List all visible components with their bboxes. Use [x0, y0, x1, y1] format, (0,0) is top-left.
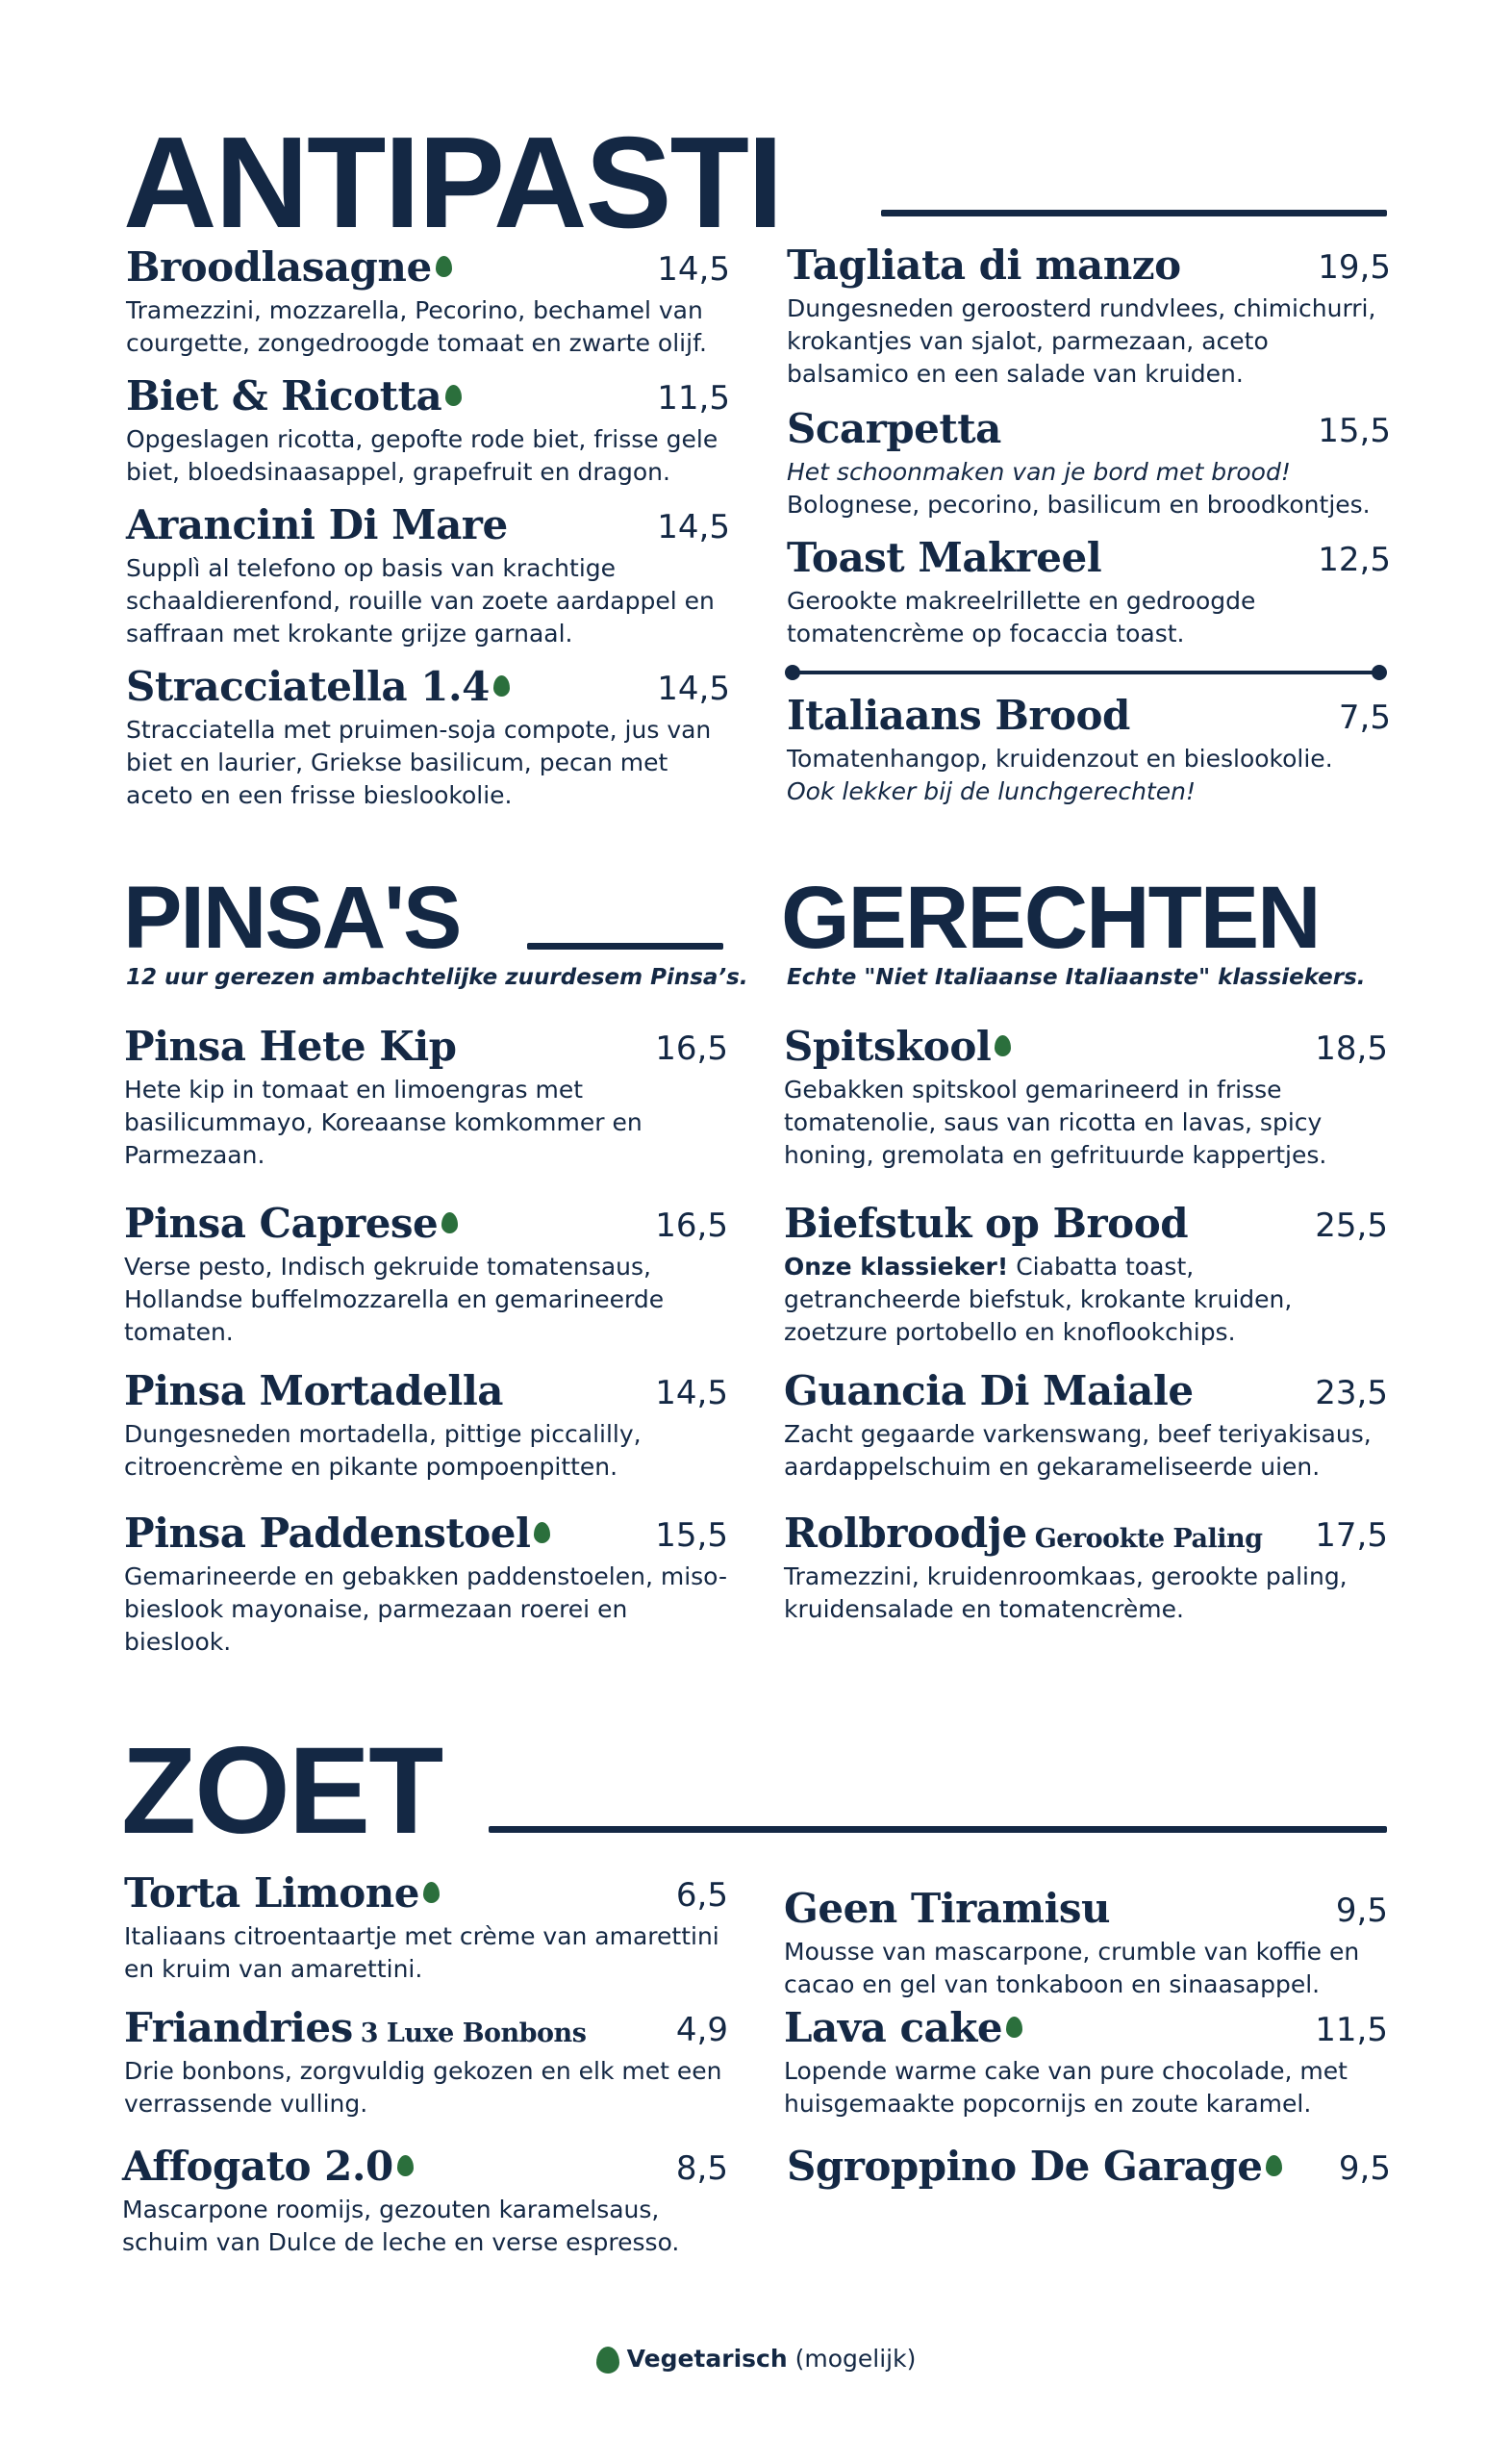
item-price: 11,5	[657, 379, 730, 418]
menu-item	[784, 1886, 1388, 2001]
menu-item	[124, 1024, 728, 1172]
item-price: 7,5	[1338, 698, 1391, 737]
section-title-antipasti: ANTIPASTI	[123, 110, 782, 255]
item-desc: Verse pesto, Indisch gekruide tomatensaus, Hollandse buffelmozzarella en gemarineerde tomaten.	[124, 1253, 665, 1346]
item-name: Spitskool	[784, 1023, 1011, 1070]
item-desc: Dungesneden mortadella, pittige piccalilly, citroencrème en pikante pompoenpitten.	[124, 1420, 642, 1481]
item-name: Broodlasagne	[126, 243, 452, 291]
section-subtitle: 12 uur gerezen ambachtelijke zuurdesem Pinsa’s.	[126, 965, 748, 990]
menu-item	[126, 502, 730, 650]
item-name: Pinsa Mortadella	[124, 1367, 504, 1414]
item-desc: Stracciatella met pruimen-soja compote, jus van biet en laurier, Griekse basilicum, pecan met aceto en een frisse bieslookolie.	[126, 716, 712, 809]
title-rule	[489, 1826, 1387, 1833]
leaf-icon	[441, 1212, 458, 1233]
menu-item	[124, 1368, 728, 1484]
menu-item	[787, 242, 1391, 391]
leaf-icon	[596, 2347, 619, 2374]
item-price: 16,5	[655, 1206, 728, 1245]
menu-item	[124, 1870, 728, 1986]
item-desc: Hete kip in tomaat en limoengras met basilicummayo, Koreaanse komkommer en Parmezaan.	[124, 1076, 643, 1169]
item-name: Lava cake	[784, 2004, 1022, 2051]
leaf-icon	[397, 2155, 414, 2176]
vegetarian-legend	[0, 2345, 1512, 2374]
item-subtitle: Gerookte Paling	[1034, 1524, 1263, 1554]
item-name: Sgroppino De Garage	[787, 2143, 1282, 2190]
item-desc: Gerookte makreelrillette en gedroogde tomatencrème op focaccia toast.	[787, 587, 1256, 647]
item-desc: Onze klassieker! Ciabatta toast, getrancheerde biefstuk, krokante kruiden, zoetzure portobello en knoflookchips.	[784, 1253, 1293, 1346]
section-title-gerechten: GERECHTEN	[781, 869, 1320, 967]
legend-label: Vegetarisch	[626, 2345, 788, 2373]
leaf-icon	[1266, 2155, 1282, 2176]
item-desc: Tomatenhangop, kruidenzout en bieslookolie. Ook lekker bij de lunchgerechten!	[787, 743, 1391, 808]
item-name: Pinsa Hete Kip	[124, 1023, 457, 1070]
menu-item	[124, 2005, 728, 2120]
item-desc: Italiaans citroentaartje met crème van amarettini en kruim van amarettini.	[124, 1922, 719, 1983]
menu-item	[784, 1201, 1388, 1349]
item-desc: Mascarpone roomijs, gezouten karamelsaus, schuim van Dulce de leche en verse espresso.	[122, 2196, 680, 2256]
leaf-icon	[436, 256, 452, 277]
menu-item	[126, 664, 730, 812]
item-price: 18,5	[1315, 1029, 1388, 1068]
menu-item	[126, 244, 730, 360]
item-desc: Tramezzini, mozzarella, Pecorino, bechamel van courgette, zongedroogde tomaat en zwarte olijf.	[126, 296, 707, 357]
item-desc: Lopende warme cake van pure chocolade, met huisgemaakte popcornijs en zoute karamel.	[784, 2057, 1348, 2118]
item-desc: Gemarineerde en gebakken paddenstoelen, miso-bieslook mayonaise, parmezaan roerei en bieslook.	[124, 1562, 727, 1656]
item-price: 9,5	[1338, 2149, 1391, 2188]
item-name: Affogato 2.0	[122, 2143, 414, 2190]
item-name: Italiaans Brood	[787, 692, 1130, 739]
item-price: 8,5	[675, 2149, 728, 2188]
item-price: 12,5	[1318, 541, 1391, 579]
item-desc: Het schoonmaken van je bord met brood! Bolognese, pecorino, basilicum en broodkontjes.	[787, 456, 1402, 521]
item-price: 23,5	[1315, 1374, 1388, 1412]
menu-item	[124, 1511, 728, 1659]
item-price: 14,5	[657, 670, 730, 708]
item-desc: Opgeslagen ricotta, gepofte rode biet, frisse gele biet, bloedsinaasappel, grapefruit en dragon.	[126, 425, 718, 486]
leaf-icon	[423, 1882, 440, 1903]
divider-line	[793, 671, 1379, 674]
leaf-icon	[1006, 2017, 1022, 2038]
item-name: Pinsa Caprese	[124, 1200, 458, 1247]
item-price: 14,5	[657, 250, 730, 289]
item-price: 16,5	[655, 1029, 728, 1068]
item-name: Torta Limone	[124, 1869, 440, 1917]
item-name: Geen Tiramisu	[784, 1885, 1111, 1932]
item-name: Friandries 3 Luxe Bonbons	[124, 2004, 587, 2051]
section-title-zoet: ZOET	[121, 1722, 442, 1860]
item-desc: Supplì al telefono op basis van krachtige schaaldierenfond, rouille van zoete aardappel en saffraan met krokante grijze garnaal.	[126, 554, 715, 647]
item-name: Biet & Ricotta	[126, 372, 462, 419]
item-price: 9,5	[1335, 1892, 1388, 1930]
menu-item	[787, 535, 1391, 650]
item-price: 11,5	[1315, 2011, 1388, 2049]
leaf-icon	[445, 385, 462, 406]
title-rule	[527, 943, 723, 950]
item-desc: Zacht gegaarde varkenswang, beef teriyakisaus, aardappelschuim en gekarameliseerde uien.	[784, 1420, 1372, 1481]
item-name: Rolbroodje Gerookte Paling	[784, 1510, 1263, 1557]
item-name: Pinsa Paddenstoel	[124, 1510, 550, 1557]
item-name: Stracciatella 1.4	[126, 663, 510, 710]
section-title-pinsas: PINSA'S	[123, 869, 461, 967]
item-note: Het schoonmaken van je bord met brood!	[787, 458, 1291, 486]
leaf-icon	[534, 1522, 550, 1543]
item-price: 25,5	[1315, 1206, 1388, 1245]
item-desc: Tramezzini, kruidenroomkaas, gerookte paling, kruidensalade en tomatencrème.	[784, 1562, 1348, 1623]
menu-item	[787, 2144, 1391, 2192]
item-name: Toast Makreel	[787, 534, 1102, 581]
leaf-icon	[493, 675, 510, 697]
menu-item	[124, 1201, 728, 1349]
item-price: 17,5	[1315, 1516, 1388, 1555]
title-rule	[881, 210, 1387, 216]
item-name: Scarpetta	[787, 405, 1001, 452]
menu-item	[122, 2144, 728, 2259]
menu-item	[784, 2005, 1388, 2120]
item-desc: Mousse van mascarpone, crumble van koffie en cacao en gel van tonkaboon en sinaasappel.	[784, 1938, 1360, 1998]
item-price: 4,9	[675, 2011, 728, 2049]
menu-item	[787, 693, 1391, 808]
item-name: Tagliata di manzo	[787, 241, 1181, 289]
item-desc: Dungesneden geroosterd rundvlees, chimichurri, krokantjes van sjalot, parmezaan, aceto balsamico en een salade van kruiden.	[787, 294, 1376, 388]
item-highlight: Onze klassieker!	[784, 1253, 1009, 1281]
menu-item	[784, 1024, 1388, 1172]
leaf-icon	[995, 1035, 1011, 1056]
item-price: 15,5	[1318, 412, 1391, 450]
menu-item	[784, 1511, 1388, 1626]
section-subtitle: Echte "Niet Italiaanse Italiaanste" klassiekers.	[787, 965, 1366, 990]
menu-item	[784, 1368, 1388, 1484]
item-name: Guancia Di Maiale	[784, 1367, 1194, 1414]
item-desc: Gebakken spitskool gemarineerd in frisse tomatenolie, saus van ricotta en lavas, spicy honing, gremolata en gefrituurde kappertjes.	[784, 1076, 1327, 1169]
item-name: Biefstuk op Brood	[784, 1200, 1189, 1247]
item-note: Ook lekker bij de lunchgerechten!	[787, 777, 1196, 805]
item-desc: Drie bonbons, zorgvuldig gekozen en elk met een verrassende vulling.	[124, 2057, 722, 2118]
item-price: 14,5	[655, 1374, 728, 1412]
item-price: 19,5	[1318, 248, 1391, 287]
item-name: Arancini Di Mare	[126, 501, 508, 548]
item-subtitle: 3 Luxe Bonbons	[360, 2019, 587, 2048]
menu-item	[787, 406, 1402, 521]
legend-note: (mogelijk)	[794, 2345, 917, 2373]
item-price: 14,5	[657, 508, 730, 546]
item-price: 6,5	[675, 1876, 728, 1915]
menu-item	[126, 373, 730, 489]
divider-dot	[1372, 665, 1387, 680]
item-price: 15,5	[655, 1516, 728, 1555]
